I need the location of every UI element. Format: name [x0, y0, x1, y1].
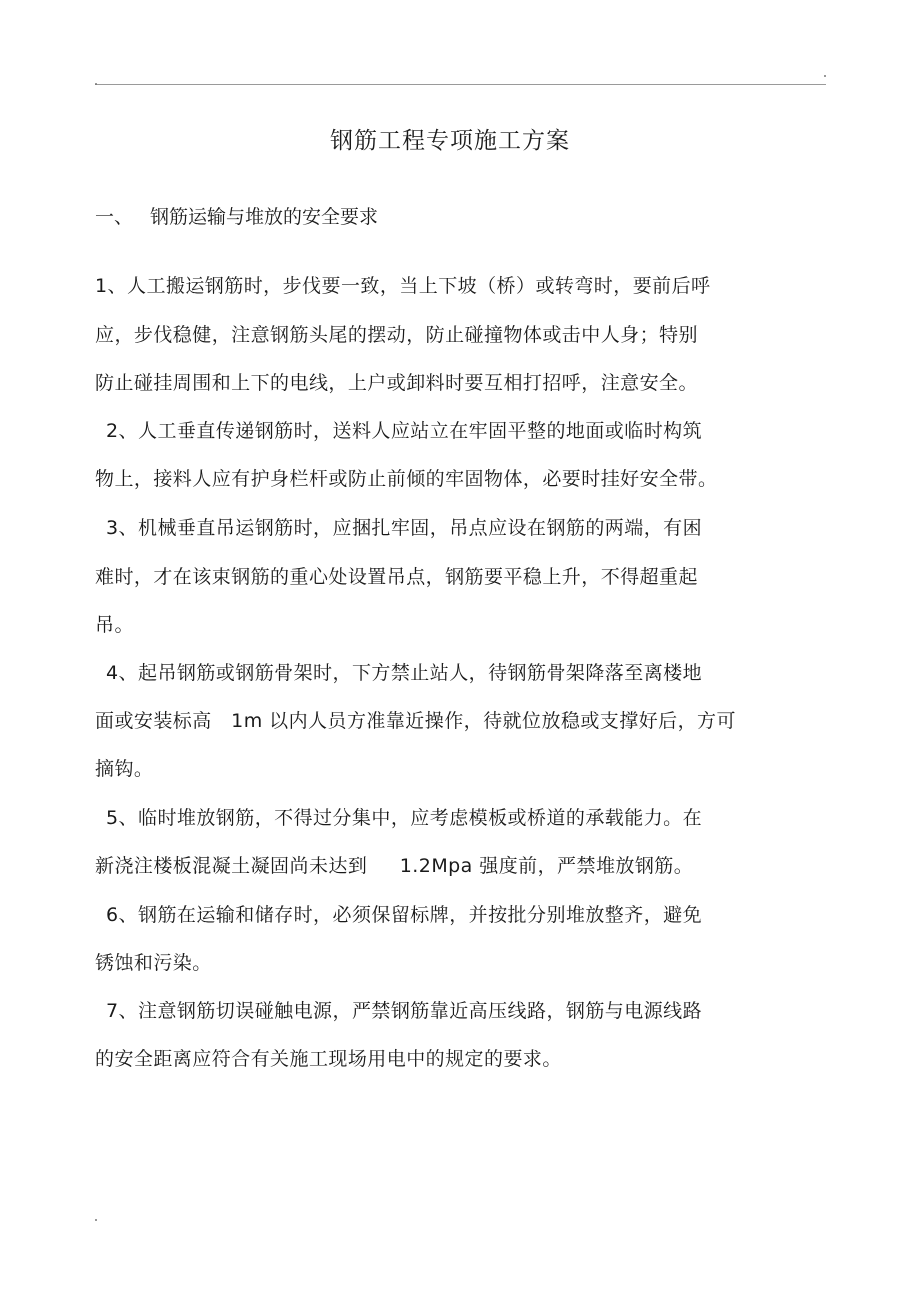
paragraph-line: 摘钩。: [95, 758, 154, 780]
paragraph-line: 7、注意钢筋切误碰触电源，严禁钢筋靠近高压线路，钢筋与电源线路: [106, 1000, 703, 1022]
paragraph-line: 5、临时堆放钢筋，不得过分集中，应考虑模板或桥道的承载能力。在: [106, 807, 703, 829]
document-title: 钢筋工程专项施工方案: [330, 128, 570, 154]
paragraph-line: 锈蚀和污染。: [95, 952, 212, 974]
corner-mark: [95, 1219, 97, 1221]
paragraph-line: 物上，接料人应有护身栏杆或防止前倾的牢固物体，必要时挂好安全带。: [95, 468, 718, 490]
paragraph-line: 2、人工垂直传递钢筋时，送料人应站立在牢固平整的地面或临时构筑: [106, 420, 703, 442]
header-rule: [95, 84, 826, 85]
paragraph-line: 新浇注楼板混凝土凝固尚未达到 1.2Mpa 强度前，严禁堆放钢筋。: [95, 855, 694, 877]
corner-mark: [95, 83, 97, 85]
paragraph-line: 面或安装标高 1m 以内人员方准靠近操作，待就位放稳或支撑好后，方可: [95, 710, 736, 732]
paragraph-line: 3、机械垂直吊运钢筋时，应捆扎牢固，吊点应设在钢筋的两端，有困: [106, 517, 703, 539]
section-heading: [95, 202, 378, 229]
section-number: 一、: [95, 206, 134, 228]
paragraph-line: 吊。: [95, 614, 134, 636]
paragraph-line: 应，步伐稳健，注意钢筋头尾的摆动，防止碰撞物体或击中人身；特别: [95, 324, 698, 346]
paragraph-line: 4、起吊钢筋或钢筋骨架时，下方禁止站人，待钢筋骨架降落至离楼地: [106, 662, 703, 684]
section-heading-text: 钢筋运输与堆放的安全要求: [150, 206, 379, 228]
paragraph-line: 防止碰挂周围和上下的电线，上户或卸料时要互相打招呼，注意安全。: [95, 372, 698, 394]
paragraph-line: 1、人工搬运钢筋时，步伐要一致，当上下坡（桥）或转弯时，要前后呼: [95, 275, 711, 297]
paragraph-line: 6、钢筋在运输和储存时，必须保留标牌，并按批分别堆放整齐，避免: [106, 904, 703, 926]
corner-mark: [824, 75, 826, 77]
paragraph-line: 的安全距离应符合有关施工现场用电中的规定的要求。: [95, 1048, 562, 1070]
paragraph-line: 难时，才在该束钢筋的重心处设置吊点，钢筋要平稳上升，不得超重起: [95, 566, 698, 588]
